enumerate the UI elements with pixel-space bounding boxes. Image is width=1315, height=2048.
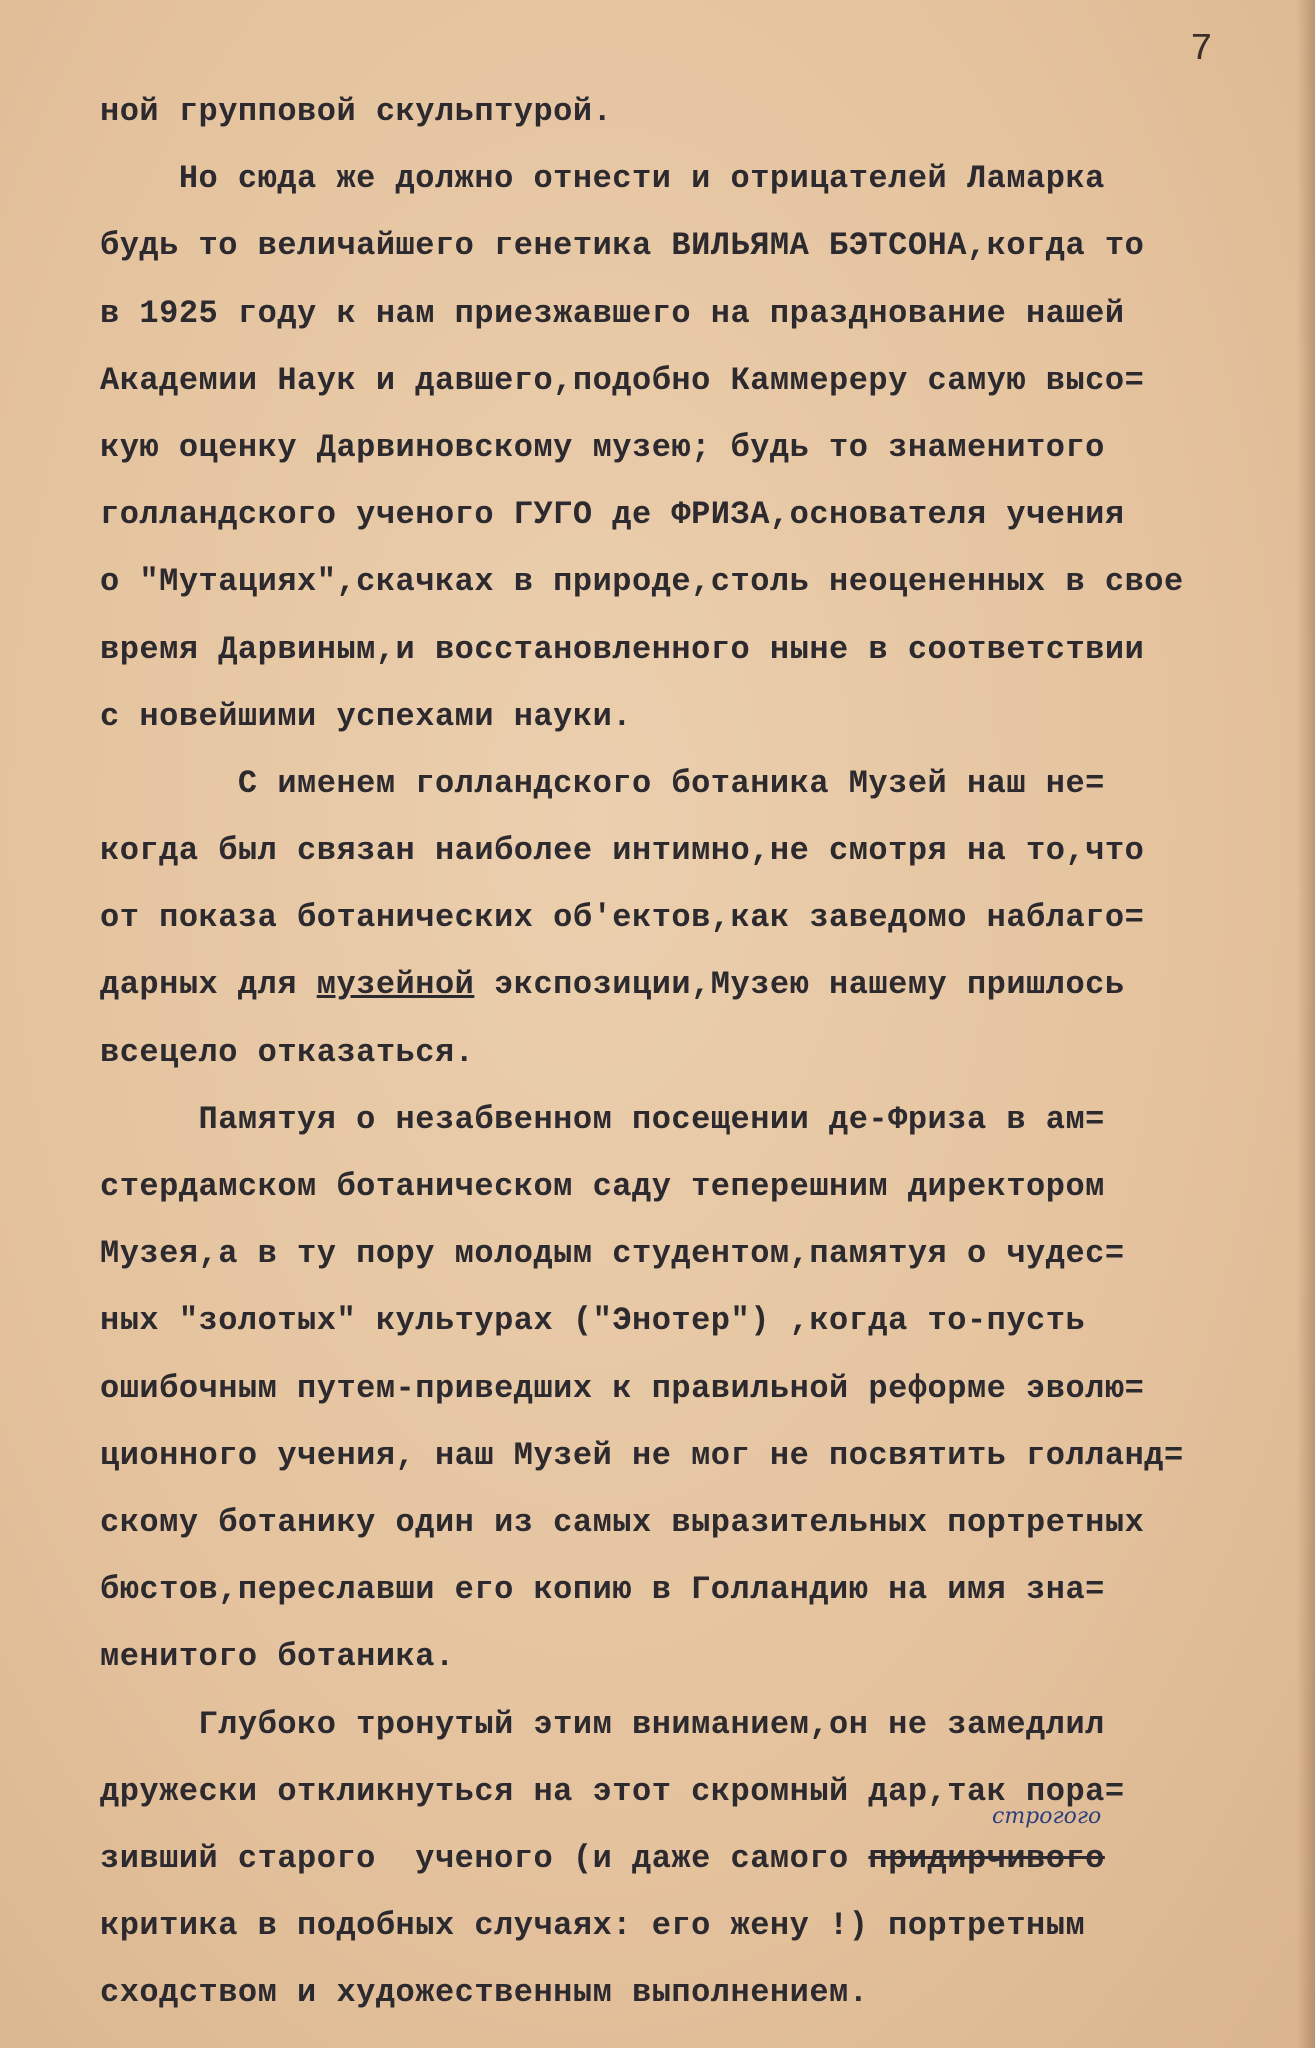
text-line: ционного учения, наш Музей не мог не посвятить голланд=	[100, 1436, 1184, 1474]
text-line-start: дарных для	[100, 966, 317, 1004]
text-line: С именем голландского ботаника Музей наш не=	[100, 764, 1105, 802]
text-line: ошибочным путем-приведших к правильной реформе эволю=	[100, 1369, 1145, 1407]
text-line: время Дарвиным,и восстановленного ныне в соответствии	[100, 630, 1145, 668]
text-line: кую оценку Дарвиновскому музею; будь то знаменитого	[100, 428, 1105, 466]
text-line: Глубоко тронутый этим вниманием,он не замедлил	[100, 1705, 1105, 1743]
text-line-start: зивший старого ученого (и даже самого	[100, 1839, 869, 1877]
text-line: в 1925 году к нам приезжавшего на празднование нашей	[100, 294, 1125, 332]
struck-word: придирчивого	[868, 1839, 1105, 1877]
handwritten-correction: строгого	[992, 1804, 1102, 1829]
text-line: стердамском ботаническом саду теперешним директором	[100, 1168, 1105, 1205]
typewritten-body	[100, 78, 1300, 2026]
text-line: когда был связан наиболее интимно,не смотря на то,что	[100, 832, 1145, 870]
text-line: всецело отказаться.	[100, 1033, 475, 1071]
text-line: голландского ученого ГУГО де ФРИЗА,основателя учения	[100, 496, 1125, 534]
text-line-with-strike	[100, 1825, 1300, 1892]
text-line: критика в подобных случаях: его жену !) портретным	[100, 1907, 1086, 1945]
page-number: 7	[1190, 28, 1213, 71]
text-line: ной групповой скульптурой.	[100, 93, 613, 130]
text-line: о "Мутациях",скачках в природе,столь неоцененных в свое	[100, 563, 1184, 601]
text-line: ных "золотых" культурах ("Энотер") ,когда то-пусть	[100, 1302, 1086, 1340]
text-line-rest: экспозиции,Музею нашему пришлось	[474, 966, 1125, 1004]
underlined-word: музейной	[316, 966, 475, 1004]
text-line: Академии Наук и давшего,подобно Каммереру самую высо=	[100, 361, 1145, 399]
text-line-with-underline	[100, 951, 1300, 1018]
text-line: скому ботанику один из самых выразительных портретных	[100, 1503, 1145, 1541]
text-line: менитого ботаника.	[100, 1638, 455, 1676]
text-line: Но сюда же должно отнести и отрицателей Ламарка	[100, 160, 1105, 198]
text-line: Музея,а в ту пору молодым студентом,памятуя о чудес=	[100, 1235, 1125, 1273]
text-line: от показа ботанических об'ектов,как заведомо наблаго=	[100, 899, 1145, 937]
text-line: Памятуя о незабвенном посещении де-Фриза в ам=	[100, 1100, 1105, 1138]
text-line: с новейшими успехами науки.	[100, 697, 632, 735]
text-line: дружески откликнуться на этот скромный дар,так пора=	[100, 1772, 1125, 1810]
text-line: будь то величайшего генетика ВИЛЬЯМА БЭТСОНА,когда то	[100, 227, 1145, 265]
text-line: бюстов,переславши его копию в Голландию на имя зна=	[100, 1571, 1105, 1609]
text-line: сходством и художественным выполнением.	[100, 1974, 869, 2012]
